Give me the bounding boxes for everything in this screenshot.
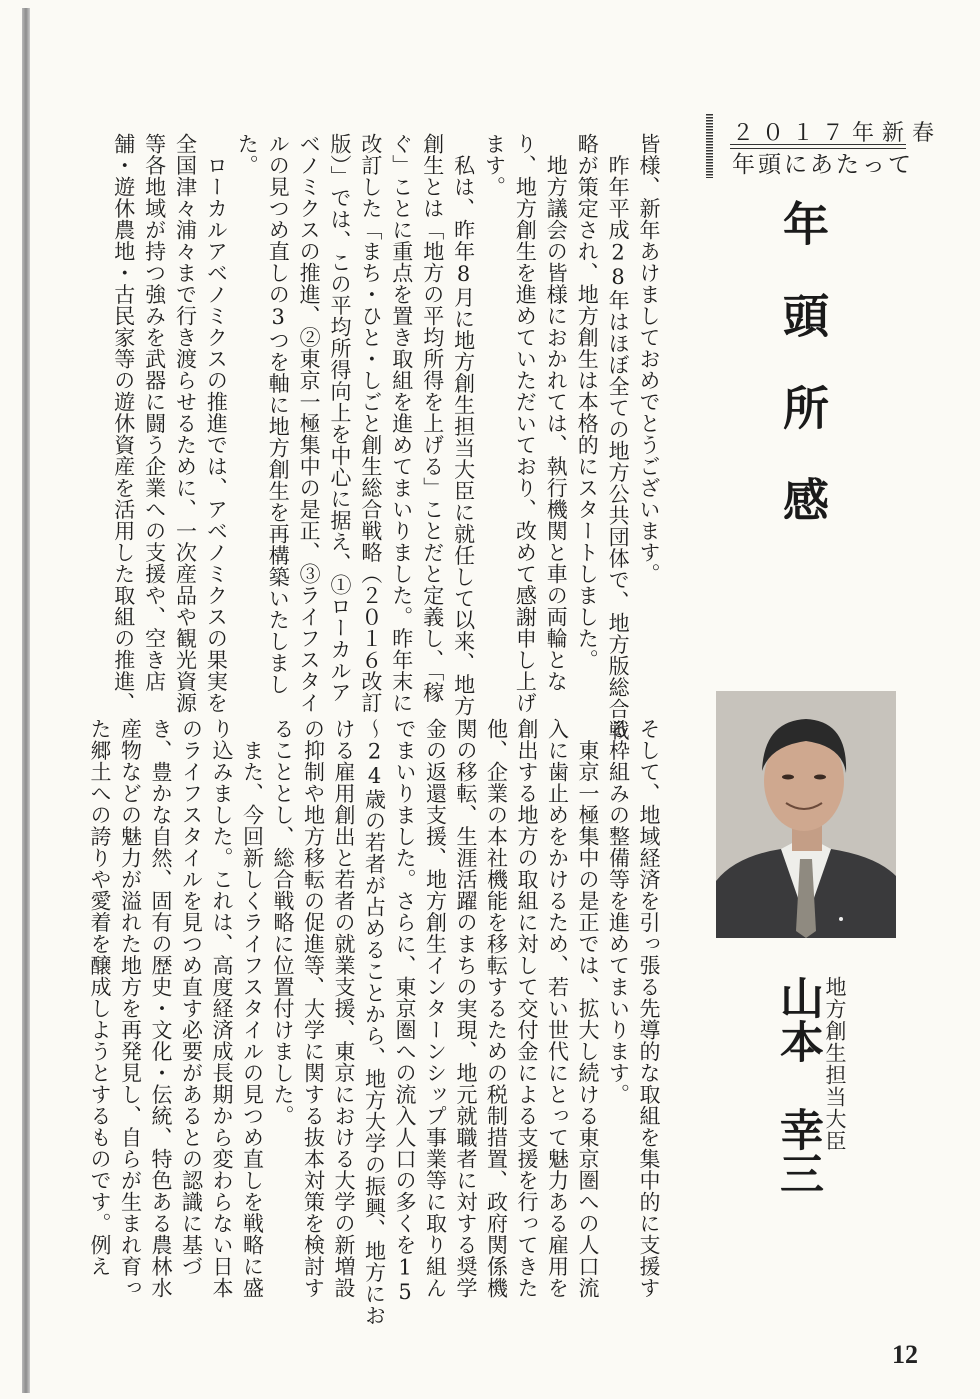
text-line: ぐ」ことに重点を置き取組を進めてまいりました。昨年末に (389, 133, 414, 714)
author-name (765, 975, 829, 1195)
text-line: 全国津々浦々まで行き渡らせるために、一次産品や観光資源 (173, 133, 198, 714)
text-line: 舗・遊休農地・古民家等の遊休資産を活用した取組の推進、 (111, 133, 136, 714)
author-photo (716, 691, 896, 938)
text-line: 地方議会の皆様におかれては、執行機関と車の両輪とな (544, 133, 569, 692)
section-header (706, 114, 943, 178)
text-line: そして、地域経済を引っ張る先導的な取組を集中的に支援す (637, 718, 661, 1299)
text-line: 他、企業の本社機能を移転するための税制措置、政府関係機 (484, 718, 509, 1299)
article-title: 年頭所感 (776, 200, 830, 568)
text-line: り込みました。これは、高度経済成長期から変わらない日本 (210, 718, 234, 1299)
author-given-name: 幸三 (772, 1107, 823, 1195)
header-subtitle: 年頭にあたって (732, 152, 914, 178)
header-decoration-bars (706, 114, 713, 178)
text-line: また、今回新しくライフスタイルの見つめ直しを戦略に盛 (240, 718, 265, 1299)
text-line: 創出する地方の取組に対して交付金による支援を行ってきた (515, 718, 539, 1299)
text-line: き、豊かな自然、固有の歴史・文化・伝統、特色ある農林水 (149, 718, 173, 1299)
text-line: ルの見つめ直しの3つを軸に地方創生を再構築いたしまし (266, 133, 291, 695)
header-year-label: ２０１７年新春 (732, 121, 943, 146)
text-line: 入に歯止めをかけるため、若い世代にとって魅力ある雇用を (545, 718, 570, 1299)
page-number: 12 (892, 1340, 918, 1369)
text-line: 等各地域が持つ強みを武器に闘う企業への支援や、空き店 (142, 133, 167, 692)
text-line: ローカルアベノミクスの推進では、アベノミクスの果実を (204, 133, 229, 714)
text-line: 略が策定され、地方創生は本格的にスタートしました。 (575, 133, 600, 671)
text-line: 東京一極集中の是正では、拡大し続ける東京圏への人口流 (576, 718, 600, 1299)
portrait-image (716, 691, 896, 938)
text-line: る枠組みの整備等を進めてまいります。 (606, 718, 631, 1105)
author-role: 地方創生担当大臣 (823, 976, 847, 1152)
text-line: 皆様、新年あけましておめでとうございます。 (637, 133, 661, 585)
text-line: 昨年平成28年はほぼ全ての地方公共団体で、地方版総合戦 (606, 133, 631, 741)
text-line: ける雇用創出と若者の就業支援、東京における大学の新増設 (332, 718, 356, 1299)
text-line: り、地方創生を進めていただいており、改めて感謝申し上げ (513, 133, 538, 714)
page-binding-edge (22, 8, 30, 1393)
text-line: の抑制や地方移転の促進等、大学に関する抜本対策を検討す (301, 718, 326, 1299)
text-line: ～24歳の若者が占めることから、地方大学の振興、地方にお (362, 718, 387, 1326)
text-line: 創生とは「地方の平均所得を上げる」ことだと定義し、「稼 (420, 133, 445, 703)
text-line: でまいりました。さらに、東京圏への流入人口の多くを15 (393, 718, 417, 1305)
text-line: 関の移転、生涯活躍のまちの実現、地元就職者に対する奨学 (454, 718, 478, 1299)
text-line: ることとし、総合戦略に位置付けました。 (271, 718, 295, 1127)
text-line: 版）」では、この平均所得向上を中心に据え、①ローカルア (328, 133, 352, 703)
text-line: のライフスタイルを見つめ直す必要があるとの認識に基づ (179, 718, 204, 1277)
text-line: 私は、昨年8月に地方創生担当大臣に就任して以来、地方 (451, 133, 476, 717)
text-line: 改訂した「まち・ひと・しごと創生総合戦略（２０１６改訂 (358, 133, 383, 714)
text-line: た。 (235, 133, 260, 176)
text-line: た郷土への誇りや愛着を醸成しようとするものです。例え (88, 718, 112, 1277)
text-line: ます。 (482, 133, 507, 198)
text-line: 金の返還支援、地方創生インターンシップ事業等に取り組ん (423, 718, 448, 1299)
text-line: ベノミクスの推進、②東京一極集中の是正、③ライフスタイ (297, 133, 322, 714)
author-surname: 山本 (772, 975, 823, 1063)
text-line: 産物などの魅力が溢れた地方を再発見し、自らが生まれ育っ (118, 718, 143, 1299)
